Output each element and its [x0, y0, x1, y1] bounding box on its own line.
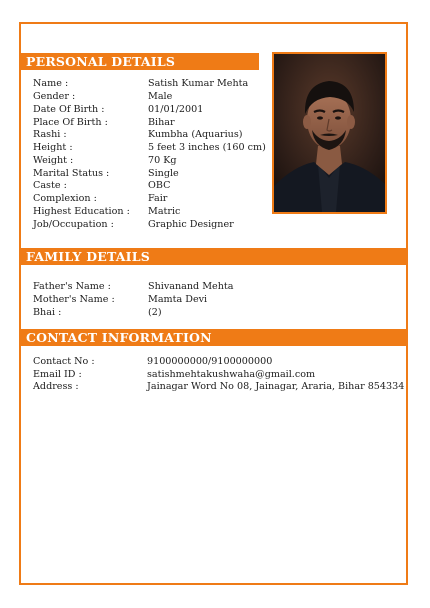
- label-place-of-birth: Place Of Birth :: [33, 117, 108, 128]
- value-rashi: Kumbha (Aquarius): [148, 129, 243, 140]
- value-occupation: Graphic Designer: [148, 219, 234, 230]
- value-father-name: Shivanand Mehta: [148, 281, 234, 292]
- label-contact-no: Contact No :: [33, 356, 95, 367]
- label-education: Highest Education :: [33, 206, 130, 217]
- value-complexion: Fair: [148, 193, 168, 204]
- family-details-header: FAMILY DETAILS: [21, 248, 408, 265]
- value-bhai: (2): [148, 307, 162, 318]
- value-marital-status: Single: [148, 168, 179, 179]
- label-height: Height :: [33, 142, 73, 153]
- profile-photo: [272, 52, 387, 214]
- label-bhai: Bhai :: [33, 307, 62, 318]
- label-father-name: Father's Name :: [33, 281, 111, 292]
- value-dob: 01/01/2001: [148, 104, 204, 115]
- label-name: Name :: [33, 78, 69, 89]
- contact-information-header: CONTACT INFORMATION: [21, 329, 408, 346]
- value-contact-no: 9100000000/9100000000: [147, 356, 273, 367]
- value-name: Satish Kumar Mehta: [148, 78, 249, 89]
- value-caste: OBC: [148, 180, 171, 191]
- label-dob: Date Of Birth :: [33, 104, 105, 115]
- personal-details-header: PERSONAL DETAILS: [21, 53, 259, 70]
- label-weight: Weight :: [33, 155, 74, 166]
- value-education: Matric: [148, 206, 181, 217]
- label-gender: Gender :: [33, 91, 76, 102]
- value-address: Jainagar Word No 08, Jainagar, Araria, Bihar 854334: [147, 381, 405, 392]
- value-mother-name: Mamta Devi: [148, 294, 208, 305]
- value-place-of-birth: Bihar: [148, 117, 175, 128]
- label-address: Address :: [33, 381, 79, 392]
- label-caste: Caste :: [33, 180, 67, 191]
- label-complexion: Complexion :: [33, 193, 97, 204]
- value-gender: Male: [148, 91, 173, 102]
- label-email: Email ID :: [33, 369, 82, 380]
- label-mother-name: Mother's Name :: [33, 294, 115, 305]
- value-weight: 70 Kg: [148, 155, 177, 166]
- label-occupation: Job/Occupation :: [33, 219, 114, 230]
- label-rashi: Rashi :: [33, 129, 67, 140]
- label-marital-status: Marital Status :: [33, 168, 110, 179]
- value-email: satishmehtakushwaha@gmail.com: [147, 369, 316, 380]
- value-height: 5 feet 3 inches (160 cm): [148, 142, 266, 153]
